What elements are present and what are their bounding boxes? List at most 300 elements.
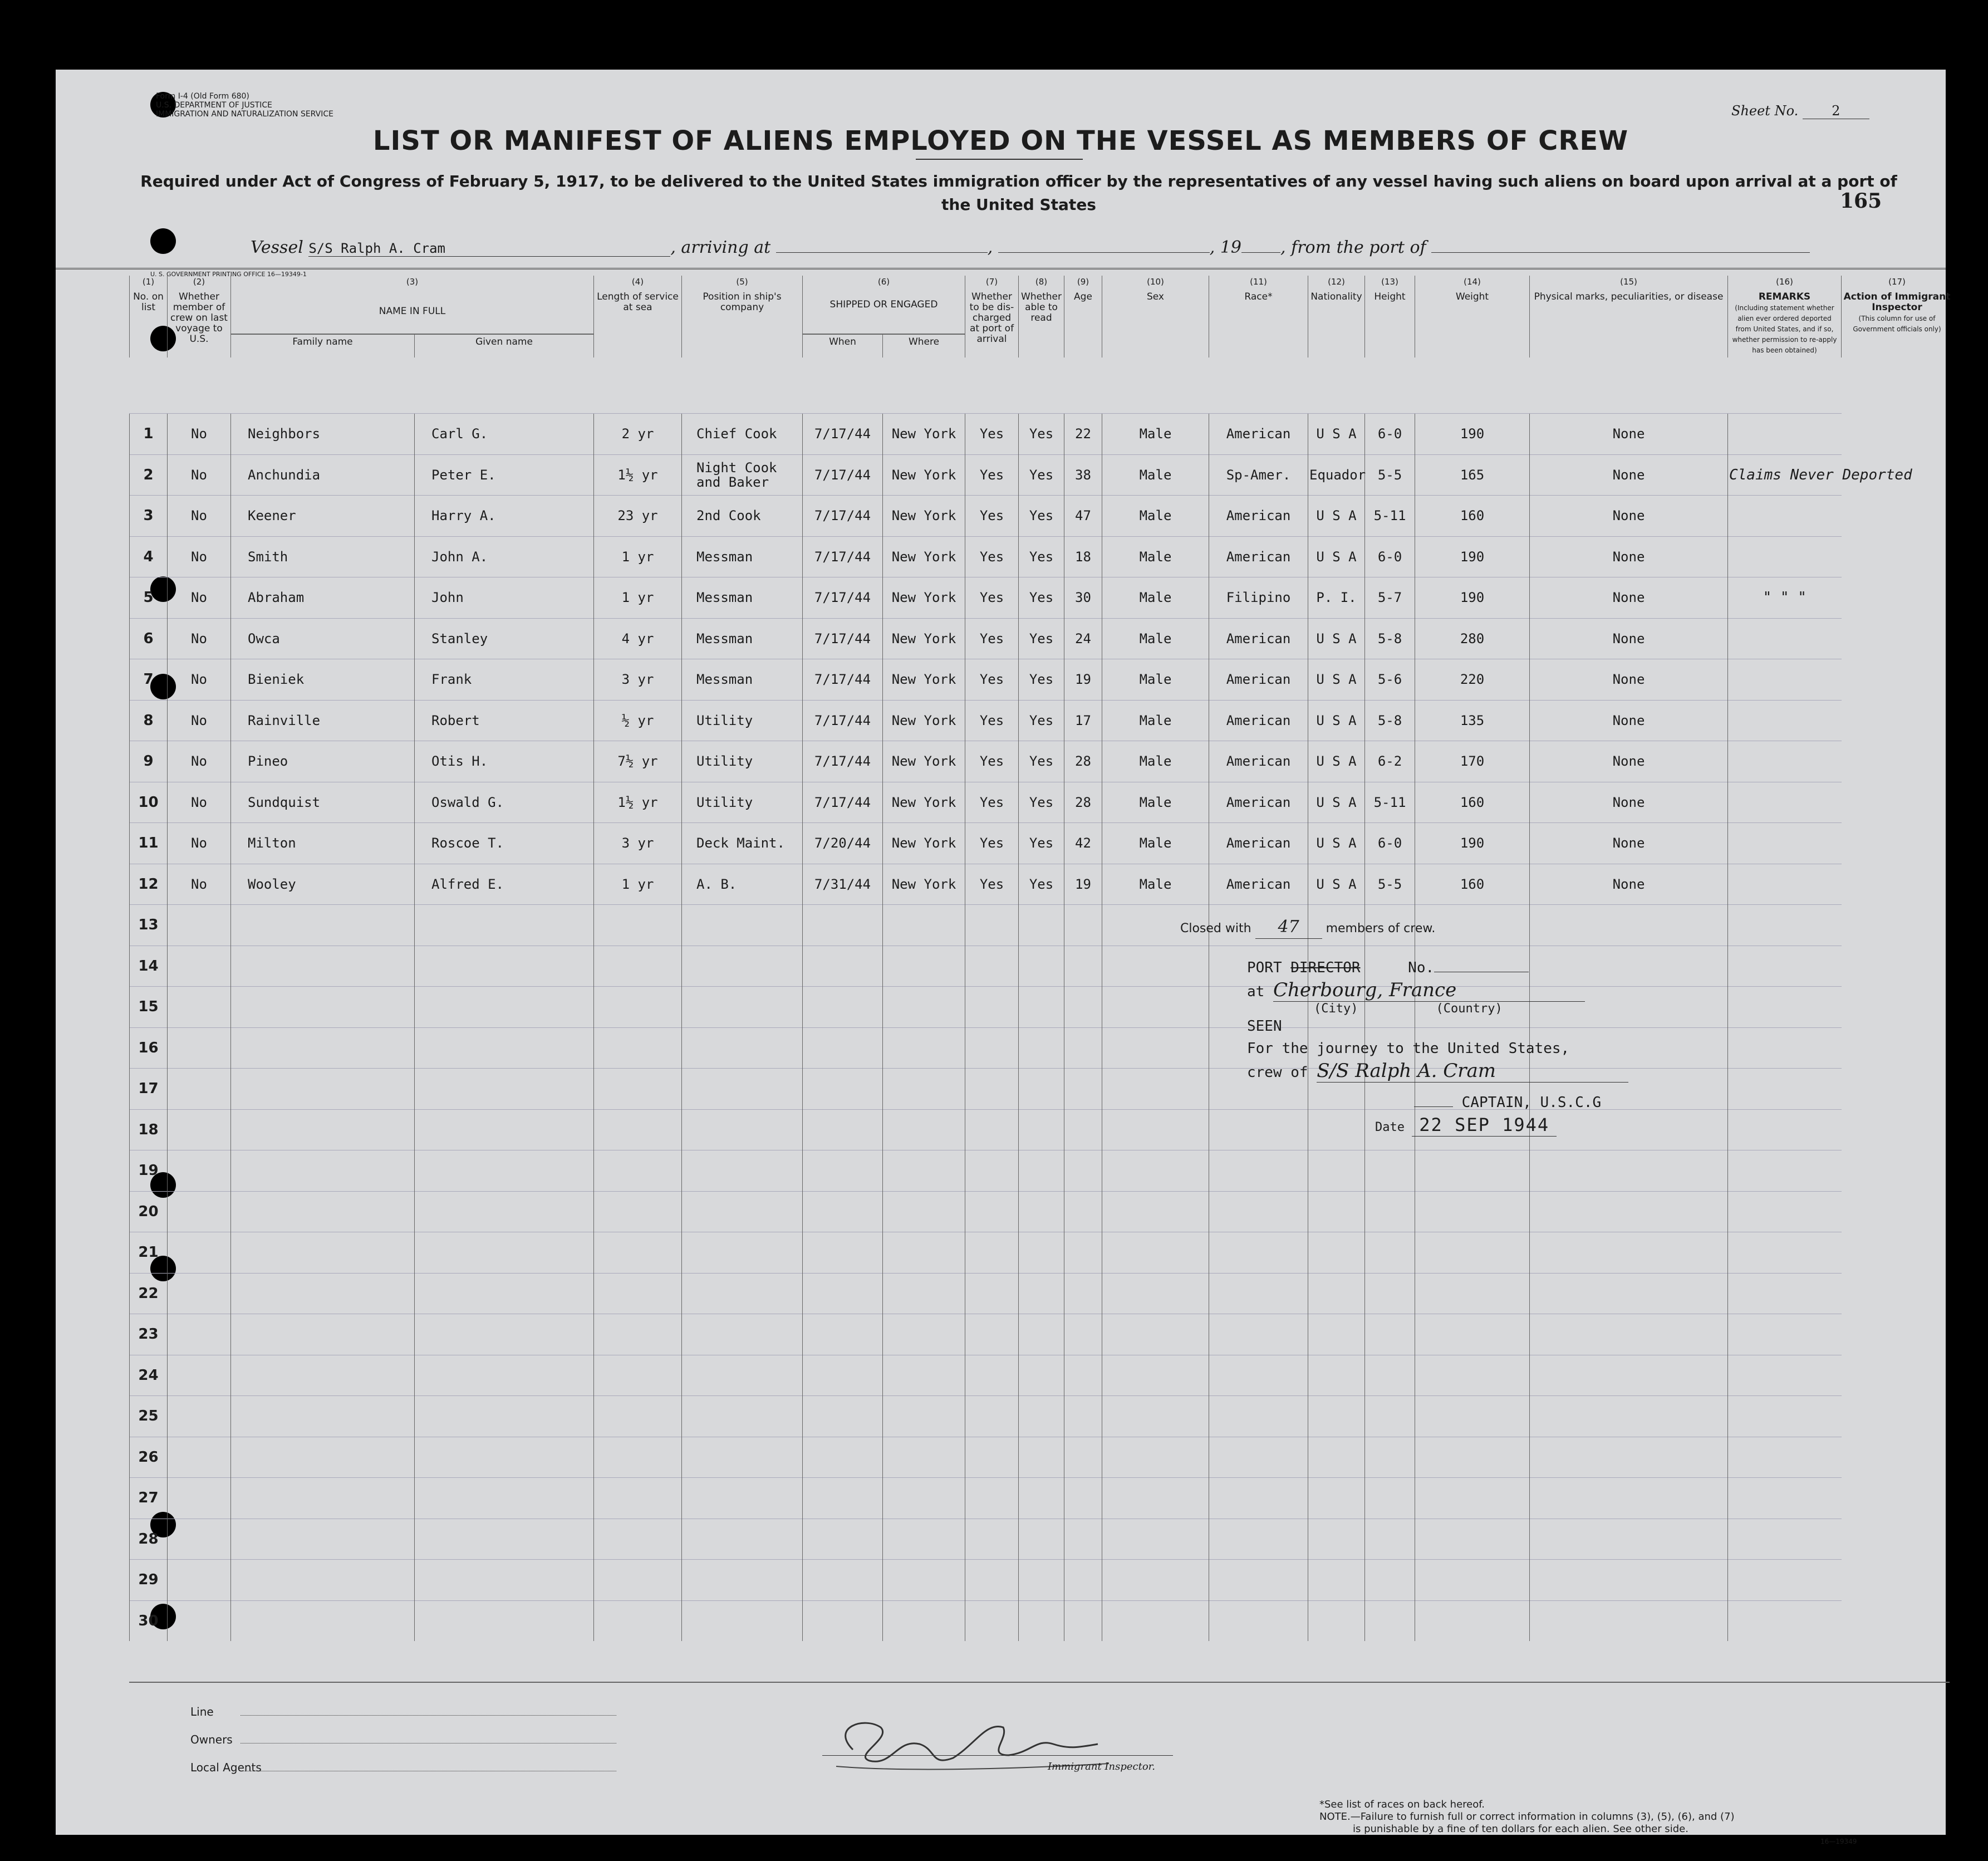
col-3-number: (3) bbox=[231, 276, 594, 290]
line-number-cell: 17 bbox=[130, 1069, 168, 1110]
empty-cell bbox=[1308, 1232, 1365, 1274]
service-length-cell: 1 yr bbox=[594, 864, 682, 905]
weight-cell: 190 bbox=[1415, 823, 1530, 864]
col-no-on-list: No. on list bbox=[130, 290, 168, 357]
empty-cell bbox=[965, 1600, 1019, 1641]
crew-row bbox=[130, 536, 1953, 577]
empty-cell bbox=[1728, 1273, 1842, 1314]
age-cell: 19 bbox=[1064, 659, 1102, 701]
prior-voyage-cell: No bbox=[168, 864, 231, 905]
weight-cell: 135 bbox=[1415, 700, 1530, 741]
empty-cell bbox=[594, 1478, 682, 1519]
line-number-cell: 11 bbox=[130, 823, 168, 864]
empty-cell bbox=[965, 1560, 1019, 1601]
empty-cell bbox=[1019, 1109, 1064, 1150]
empty-row bbox=[130, 1191, 1953, 1232]
empty-cell bbox=[965, 987, 1019, 1028]
table-spacer bbox=[130, 357, 1953, 414]
given-name-cell: Robert bbox=[415, 700, 594, 741]
empty-cell bbox=[883, 1478, 965, 1519]
empty-cell bbox=[1019, 1191, 1064, 1232]
crew-row bbox=[130, 864, 1953, 905]
line-number-cell: 9 bbox=[130, 741, 168, 782]
shipped-where-cell: New York bbox=[883, 536, 965, 577]
empty-cell bbox=[1019, 946, 1064, 987]
empty-cell bbox=[1019, 1560, 1064, 1601]
height-cell: 5-8 bbox=[1365, 700, 1415, 741]
empty-cell bbox=[1728, 1314, 1842, 1355]
given-name-cell: Stanley bbox=[415, 618, 594, 659]
physical-marks-cell: None bbox=[1530, 536, 1728, 577]
empty-cell bbox=[682, 1478, 803, 1519]
empty-cell bbox=[682, 1355, 803, 1396]
empty-cell bbox=[168, 1519, 231, 1560]
empty-cell bbox=[1209, 1314, 1308, 1355]
col-inspector-action: Action of Immigrant Inspector (This column for use of Government officials only) bbox=[1842, 290, 1953, 357]
empty-cell bbox=[803, 1560, 883, 1601]
empty-cell bbox=[594, 1314, 682, 1355]
empty-row bbox=[130, 1478, 1953, 1519]
empty-cell bbox=[803, 1232, 883, 1274]
shipped-when-cell: 7/20/44 bbox=[803, 823, 883, 864]
service-name: IMMIGRATION AND NATURALIZATION SERVICE bbox=[156, 110, 333, 119]
age-cell: 30 bbox=[1064, 577, 1102, 619]
col-17-number: (17) bbox=[1842, 276, 1953, 290]
crew-row bbox=[130, 577, 1953, 619]
col-physical-marks: Physical marks, peculiarities, or disease bbox=[1530, 290, 1728, 357]
empty-cell bbox=[415, 1600, 594, 1641]
prior-voyage-cell: No bbox=[168, 577, 231, 619]
empty-cell bbox=[1019, 1027, 1064, 1069]
empty-cell bbox=[1019, 1437, 1064, 1478]
empty-cell bbox=[1019, 1519, 1064, 1560]
empty-cell bbox=[803, 905, 883, 946]
empty-cell bbox=[682, 946, 803, 987]
weight-cell: 220 bbox=[1415, 659, 1530, 701]
discharged-cell: Yes bbox=[965, 700, 1019, 741]
service-length-cell: 23 yr bbox=[594, 496, 682, 537]
empty-cell bbox=[803, 987, 883, 1028]
port-line: PORT DIRECTOR No. bbox=[1247, 957, 1628, 979]
line-number-cell: 5 bbox=[130, 577, 168, 619]
shipped-where-cell: New York bbox=[883, 700, 965, 741]
col-given-name: Given name bbox=[415, 334, 594, 357]
empty-cell bbox=[168, 987, 231, 1028]
empty-cell bbox=[682, 1437, 803, 1478]
empty-cell bbox=[231, 1314, 415, 1355]
empty-cell bbox=[231, 1150, 415, 1192]
line-number-cell: 20 bbox=[130, 1191, 168, 1232]
empty-cell bbox=[415, 1437, 594, 1478]
empty-cell bbox=[1530, 1355, 1728, 1396]
position-cell: Messman bbox=[682, 659, 803, 701]
empty-cell bbox=[1019, 1273, 1064, 1314]
empty-cell bbox=[1064, 1600, 1102, 1641]
empty-cell bbox=[1209, 1437, 1308, 1478]
height-cell: 5-7 bbox=[1365, 577, 1415, 619]
footer bbox=[129, 1682, 1950, 1816]
empty-cell bbox=[1064, 946, 1102, 987]
empty-cell bbox=[1308, 1560, 1365, 1601]
height-cell: 5-6 bbox=[1365, 659, 1415, 701]
physical-marks-cell: None bbox=[1530, 577, 1728, 619]
immigrant-inspector-label: Immigrant Inspector. bbox=[1048, 1761, 1156, 1772]
empty-cell bbox=[1415, 1519, 1530, 1560]
empty-cell bbox=[883, 1314, 965, 1355]
empty-cell bbox=[1064, 987, 1102, 1028]
empty-cell bbox=[1365, 1273, 1415, 1314]
discharged-cell: Yes bbox=[965, 864, 1019, 905]
empty-cell bbox=[965, 1150, 1019, 1192]
race-cell: American bbox=[1209, 741, 1308, 782]
weight-cell: 165 bbox=[1415, 454, 1530, 496]
col-5-number: (5) bbox=[682, 276, 803, 290]
empty-cell bbox=[1728, 946, 1842, 987]
position-cell: Messman bbox=[682, 536, 803, 577]
empty-cell bbox=[803, 1355, 883, 1396]
form-number: Form I-4 bbox=[156, 92, 188, 101]
form-code: 16—19349 bbox=[1820, 1838, 1857, 1845]
empty-cell bbox=[415, 946, 594, 987]
races-note: *See list of races on back hereof. bbox=[1319, 1799, 1485, 1810]
empty-cell bbox=[682, 1396, 803, 1437]
physical-marks-cell: None bbox=[1530, 741, 1728, 782]
line-number-cell: 23 bbox=[130, 1314, 168, 1355]
col-service-length: Length of service at sea bbox=[594, 290, 682, 357]
family-name-cell: Rainville bbox=[231, 700, 415, 741]
old-form-number: (Old Form 680) bbox=[190, 92, 249, 101]
empty-cell bbox=[1209, 1191, 1308, 1232]
empty-row bbox=[130, 1273, 1953, 1314]
col-16-number: (16) bbox=[1728, 276, 1842, 290]
age-cell: 24 bbox=[1064, 618, 1102, 659]
empty-row bbox=[130, 1150, 1953, 1192]
empty-cell bbox=[803, 1519, 883, 1560]
col-4-number: (4) bbox=[594, 276, 682, 290]
empty-cell bbox=[965, 1396, 1019, 1437]
empty-cell bbox=[594, 1191, 682, 1232]
empty-cell bbox=[231, 1396, 415, 1437]
vessel-label: Vessel bbox=[251, 238, 303, 257]
empty-cell bbox=[1102, 1314, 1209, 1355]
given-name-cell: Peter E. bbox=[415, 454, 594, 496]
empty-cell bbox=[803, 1191, 883, 1232]
empty-cell bbox=[168, 1478, 231, 1519]
empty-cell bbox=[594, 946, 682, 987]
empty-cell bbox=[231, 946, 415, 987]
col-10-number: (10) bbox=[1102, 276, 1209, 290]
remarks-cell bbox=[1728, 536, 1842, 577]
empty-cell bbox=[1530, 1560, 1728, 1601]
line-number-cell: 13 bbox=[130, 905, 168, 946]
empty-cell bbox=[1530, 1150, 1728, 1192]
sex-cell: Male bbox=[1102, 700, 1209, 741]
empty-cell bbox=[1530, 1273, 1728, 1314]
punch-hole bbox=[150, 228, 176, 254]
empty-cell bbox=[965, 1027, 1019, 1069]
physical-marks-cell: None bbox=[1530, 782, 1728, 823]
crew-row bbox=[130, 782, 1953, 823]
family-name-cell: Sundquist bbox=[231, 782, 415, 823]
nationality-cell: U S A bbox=[1308, 618, 1365, 659]
empty-cell bbox=[415, 1109, 594, 1150]
penalty-note-cont: is punishable by a fine of ten dollars for each alien. See other side. bbox=[1353, 1823, 1688, 1835]
col-2-number: (2) bbox=[168, 276, 231, 290]
family-name-cell: Bieniek bbox=[231, 659, 415, 701]
age-cell: 18 bbox=[1064, 536, 1102, 577]
discharged-cell: Yes bbox=[965, 414, 1019, 455]
empty-cell bbox=[168, 1109, 231, 1150]
empty-cell bbox=[1102, 1191, 1209, 1232]
empty-cell bbox=[594, 1560, 682, 1601]
empty-row bbox=[130, 1232, 1953, 1274]
empty-cell bbox=[231, 1437, 415, 1478]
race-cell: Filipino bbox=[1209, 577, 1308, 619]
empty-cell bbox=[1728, 987, 1842, 1028]
empty-cell bbox=[1365, 1478, 1415, 1519]
weight-cell: 190 bbox=[1415, 414, 1530, 455]
empty-cell bbox=[682, 1314, 803, 1355]
empty-cell bbox=[965, 1273, 1019, 1314]
height-cell: 6-2 bbox=[1365, 741, 1415, 782]
empty-cell bbox=[415, 1355, 594, 1396]
closed-count: 47 bbox=[1255, 916, 1322, 939]
empty-cell bbox=[1365, 1314, 1415, 1355]
empty-cell bbox=[1308, 1355, 1365, 1396]
sex-cell: Male bbox=[1102, 577, 1209, 619]
prior-voyage-cell: No bbox=[168, 700, 231, 741]
empty-cell bbox=[803, 1314, 883, 1355]
remarks-cell bbox=[1728, 659, 1842, 701]
empty-cell bbox=[594, 1027, 682, 1069]
empty-cell bbox=[1209, 1232, 1308, 1274]
printing-office-note: U. S. GOVERNMENT PRINTING OFFICE 16—19349-1 bbox=[150, 271, 307, 278]
empty-cell bbox=[682, 1560, 803, 1601]
race-cell: American bbox=[1209, 618, 1308, 659]
service-length-cell: 4 yr bbox=[594, 618, 682, 659]
empty-cell bbox=[231, 987, 415, 1028]
race-cell: American bbox=[1209, 823, 1308, 864]
position-cell: Chief Cook bbox=[682, 414, 803, 455]
empty-cell bbox=[965, 1478, 1019, 1519]
service-length-cell: 1 yr bbox=[594, 536, 682, 577]
vessel-name: S/S Ralph A. Cram bbox=[308, 241, 670, 257]
form-id-block bbox=[156, 92, 333, 119]
sex-cell: Male bbox=[1102, 414, 1209, 455]
line-number-cell: 1 bbox=[130, 414, 168, 455]
empty-cell bbox=[1415, 1314, 1530, 1355]
col-shipped-where: Where bbox=[883, 334, 965, 357]
empty-cell bbox=[168, 905, 231, 946]
line-number-cell: 7 bbox=[130, 659, 168, 701]
empty-cell bbox=[1365, 1150, 1415, 1192]
empty-cell bbox=[1102, 1150, 1209, 1192]
empty-cell bbox=[231, 1519, 415, 1560]
empty-cell bbox=[883, 905, 965, 946]
empty-cell bbox=[168, 1027, 231, 1069]
crew-row bbox=[130, 700, 1953, 741]
service-length-cell: 2 yr bbox=[594, 414, 682, 455]
line-number-cell: 3 bbox=[130, 496, 168, 537]
empty-cell bbox=[1365, 1232, 1415, 1274]
empty-cell bbox=[1019, 1314, 1064, 1355]
empty-cell bbox=[682, 1191, 803, 1232]
able-to-read-cell: Yes bbox=[1019, 700, 1064, 741]
empty-cell bbox=[594, 905, 682, 946]
stamp-date: 22 SEP 1944 bbox=[1412, 1114, 1557, 1137]
empty-cell bbox=[1064, 1232, 1102, 1274]
service-length-cell: 3 yr bbox=[594, 823, 682, 864]
age-cell: 28 bbox=[1064, 741, 1102, 782]
empty-cell bbox=[682, 1273, 803, 1314]
empty-cell bbox=[231, 1355, 415, 1396]
col-shipped-when: When bbox=[803, 334, 883, 357]
empty-cell bbox=[803, 1150, 883, 1192]
sex-cell: Male bbox=[1102, 659, 1209, 701]
empty-cell bbox=[803, 1069, 883, 1110]
empty-cell bbox=[1415, 1273, 1530, 1314]
empty-cell bbox=[803, 1396, 883, 1437]
port-director-struck: DIRECTOR bbox=[1290, 959, 1361, 976]
age-cell: 47 bbox=[1064, 496, 1102, 537]
crew-row bbox=[130, 823, 1953, 864]
empty-cell bbox=[1530, 1519, 1728, 1560]
family-name-cell: Milton bbox=[231, 823, 415, 864]
col-nationality: Nationality bbox=[1308, 290, 1365, 357]
given-name-cell: Roscoe T. bbox=[415, 823, 594, 864]
discharged-cell: Yes bbox=[965, 454, 1019, 496]
empty-cell bbox=[1365, 1600, 1415, 1641]
age-cell: 42 bbox=[1064, 823, 1102, 864]
empty-cell bbox=[415, 1478, 594, 1519]
department: U.S. DEPARTMENT OF JUSTICE bbox=[156, 101, 272, 110]
empty-cell bbox=[1209, 1396, 1308, 1437]
physical-marks-cell: None bbox=[1530, 823, 1728, 864]
nationality-cell: U S A bbox=[1308, 700, 1365, 741]
empty-cell bbox=[168, 1273, 231, 1314]
shipped-when-cell: 7/17/44 bbox=[803, 414, 883, 455]
empty-cell bbox=[1415, 1355, 1530, 1396]
age-cell: 19 bbox=[1064, 864, 1102, 905]
height-cell: 5-5 bbox=[1365, 454, 1415, 496]
empty-cell bbox=[1728, 1109, 1842, 1150]
able-to-read-cell: Yes bbox=[1019, 782, 1064, 823]
line-number-cell: 25 bbox=[130, 1396, 168, 1437]
empty-cell bbox=[594, 1273, 682, 1314]
empty-cell bbox=[883, 987, 965, 1028]
captain-line bbox=[1414, 1091, 1628, 1114]
empty-cell bbox=[1102, 1560, 1209, 1601]
empty-cell bbox=[1530, 1437, 1728, 1478]
empty-cell bbox=[168, 1560, 231, 1601]
prior-voyage-cell: No bbox=[168, 618, 231, 659]
line-number-cell: 28 bbox=[130, 1519, 168, 1560]
empty-cell bbox=[1064, 905, 1102, 946]
race-cell: American bbox=[1209, 782, 1308, 823]
remarks-cell bbox=[1728, 496, 1842, 537]
penalty-note: NOTE.—Failure to furnish full or correct information in columns (3), (5), (6), and (7) bbox=[1319, 1811, 1735, 1823]
position-cell: Messman bbox=[682, 577, 803, 619]
empty-cell bbox=[965, 1232, 1019, 1274]
sex-cell: Male bbox=[1102, 823, 1209, 864]
empty-cell bbox=[883, 1396, 965, 1437]
race-cell: American bbox=[1209, 536, 1308, 577]
empty-cell bbox=[803, 1437, 883, 1478]
line-number-cell: 10 bbox=[130, 782, 168, 823]
prior-voyage-cell: No bbox=[168, 782, 231, 823]
empty-cell bbox=[1019, 1355, 1064, 1396]
empty-cell bbox=[594, 1355, 682, 1396]
empty-cell bbox=[1728, 1191, 1842, 1232]
shipped-where-cell: New York bbox=[883, 864, 965, 905]
age-cell: 38 bbox=[1064, 454, 1102, 496]
nationality-cell: U S A bbox=[1308, 782, 1365, 823]
empty-cell bbox=[594, 1150, 682, 1192]
col-15-number: (15) bbox=[1530, 276, 1728, 290]
empty-cell bbox=[1530, 1314, 1728, 1355]
col-able-to-read: Whether able to read bbox=[1019, 290, 1064, 357]
line-number-cell: 29 bbox=[130, 1560, 168, 1601]
col-family-name: Family name bbox=[231, 334, 415, 357]
col-6-number: (6) bbox=[803, 276, 965, 290]
empty-cell bbox=[415, 1232, 594, 1274]
crew-manifest-table bbox=[129, 276, 1952, 1641]
empty-cell bbox=[1019, 1478, 1064, 1519]
able-to-read-cell: Yes bbox=[1019, 864, 1064, 905]
empty-cell bbox=[1102, 1437, 1209, 1478]
remarks-cell: Claims Never Deported bbox=[1728, 454, 1842, 496]
given-name-cell: Oswald G. bbox=[415, 782, 594, 823]
able-to-read-cell: Yes bbox=[1019, 577, 1064, 619]
empty-cell bbox=[883, 946, 965, 987]
empty-cell bbox=[415, 1396, 594, 1437]
empty-cell bbox=[1064, 1355, 1102, 1396]
empty-cell bbox=[1728, 1478, 1842, 1519]
empty-cell bbox=[1019, 1600, 1064, 1641]
empty-cell bbox=[1415, 1191, 1530, 1232]
closed-with-line: Closed with 47 members of crew. bbox=[1247, 916, 1628, 940]
height-cell: 6-0 bbox=[1365, 536, 1415, 577]
empty-row bbox=[130, 1600, 1953, 1641]
empty-cell bbox=[168, 1191, 231, 1232]
nationality-cell: U S A bbox=[1308, 864, 1365, 905]
empty-cell bbox=[883, 1273, 965, 1314]
empty-cell bbox=[682, 1069, 803, 1110]
empty-row bbox=[130, 1519, 1953, 1560]
col-name-in-full: NAME IN FULL bbox=[231, 290, 594, 334]
sex-cell: Male bbox=[1102, 454, 1209, 496]
line-label: Line bbox=[190, 1705, 214, 1718]
empty-cell bbox=[1102, 1600, 1209, 1641]
empty-cell bbox=[168, 1232, 231, 1274]
weight-cell: 170 bbox=[1415, 741, 1530, 782]
empty-cell bbox=[231, 905, 415, 946]
prior-voyage-cell: No bbox=[168, 414, 231, 455]
empty-cell bbox=[1102, 987, 1209, 1028]
empty-cell bbox=[1102, 1027, 1209, 1069]
empty-cell bbox=[883, 1437, 965, 1478]
discharged-cell: Yes bbox=[965, 618, 1019, 659]
vessel-line: Vessel S/S Ralph A. Cram , arriving at , , 19 , from the port of bbox=[251, 238, 1810, 257]
empty-cell bbox=[1530, 1191, 1728, 1232]
arriving-label: , arriving at bbox=[670, 238, 771, 257]
empty-cell bbox=[1019, 905, 1064, 946]
prior-voyage-cell: No bbox=[168, 454, 231, 496]
line-number-cell: 26 bbox=[130, 1437, 168, 1478]
empty-cell bbox=[1308, 1600, 1365, 1641]
empty-cell bbox=[1102, 1273, 1209, 1314]
empty-cell bbox=[1308, 1150, 1365, 1192]
